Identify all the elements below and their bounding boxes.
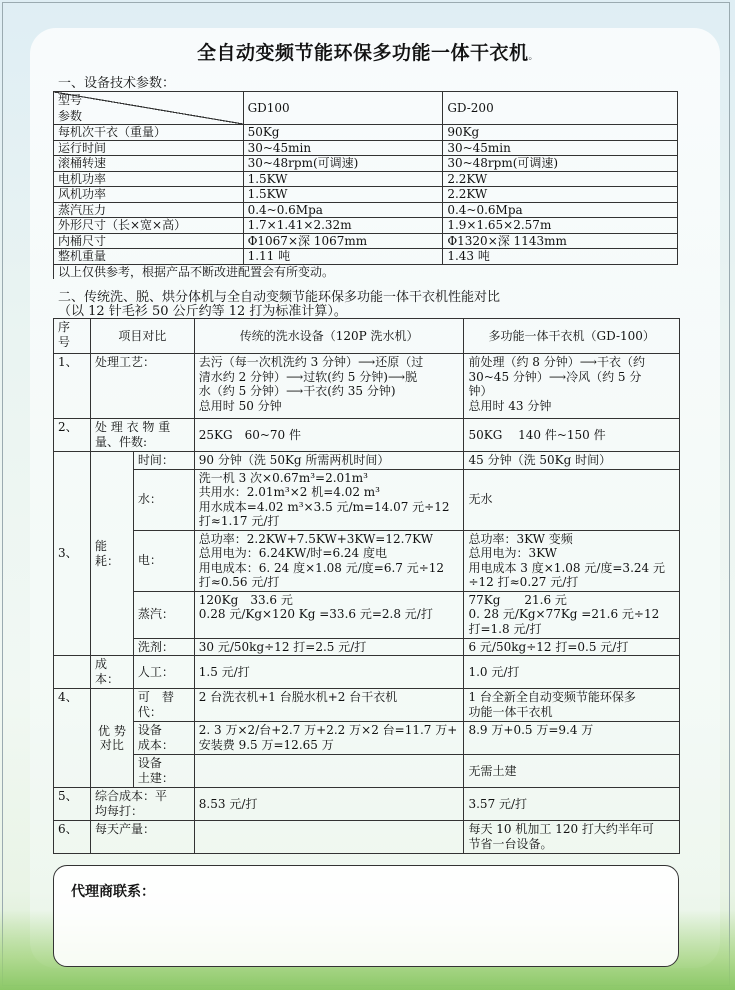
spec-name: 内桶尺寸 [54, 233, 244, 249]
sub-item: 蒸汽： [133, 591, 194, 638]
arrow-icon: ⟶ [579, 355, 597, 369]
spec-col-gd100: GD100 [243, 92, 443, 125]
page-title: 全自动变频节能环保多功能一体干衣机。 [196, 42, 539, 64]
table-row [54, 591, 680, 638]
cell-traditional: 90 分钟（洗 50Kg 所需两机时间） [194, 452, 464, 470]
comparison-table [53, 318, 680, 854]
sub-item: 人工： [133, 656, 194, 689]
table-row [54, 140, 678, 156]
table-row [54, 638, 680, 656]
spec-name: 电机功率 [54, 171, 244, 187]
cell-new: 6 元/50kg÷12 打=0.5 元/打 [464, 638, 680, 656]
section-1-heading: 一、设备技术参数： [58, 76, 176, 91]
spec-value: 2.2KW [443, 171, 678, 187]
spec-name: 每机次干衣（重量） [54, 125, 244, 141]
spec-value: 50Kg [243, 125, 443, 141]
spec-value: 1.43 吨 [443, 249, 678, 265]
spec-note: 以上仅供参考，根据产品不断改进配置会有所变动。 [54, 264, 678, 279]
header-param-label: 参数 [58, 108, 83, 123]
spec-value: 0.4~0.6Mpa [443, 202, 678, 218]
table-row [54, 187, 678, 203]
table-row [54, 530, 680, 591]
spec-value: 30~48rpm(可调速) [443, 156, 678, 172]
cell-new: 无水 [464, 469, 680, 530]
cell-new: 无需土建 [464, 755, 680, 788]
table-row [54, 218, 678, 234]
arrow-icon: ⟶ [548, 369, 567, 384]
table-row [54, 354, 680, 419]
cell-new: 8.9 万+0.5 万=9.4 万 [464, 722, 680, 755]
row-number: 2、 [54, 419, 91, 452]
spec-name: 蒸汽压力 [54, 202, 244, 218]
arrow-icon: ⟶ [286, 384, 304, 398]
cell-traditional: 1.5 元/打 [194, 656, 464, 689]
process-traditional: 去污（每一次机洗约 3 分钟）⟶还原（过 清水约 2 分钟）⟶过软(约 5 分钟)⟶脱 水（约 5 分钟）⟶干衣(约 35 分钟) 总用时 50 分钟 [194, 354, 464, 419]
spec-value: 30~48rpm(可调速) [243, 156, 443, 172]
row-group-cost: 成 本： [90, 656, 133, 689]
arrow-icon: ⟶ [286, 369, 304, 384]
table-row [54, 419, 680, 452]
header-new: 多功能一体干衣机（GD-100） [464, 319, 680, 354]
table-row [54, 233, 678, 249]
header-item: 项目对比 [90, 319, 194, 354]
cell-new: 总功率：3KW 变频 总用电为：3KW 用电成本 3 度×1.08 元/度=3.24 元 ÷12 打≈0.27 元/打 [464, 530, 680, 591]
row-item: 处理工艺： [90, 354, 194, 419]
spec-name: 外形尺寸（长×宽×高） [54, 218, 244, 234]
spec-value: 1.9×1.65×2.57m [443, 218, 678, 234]
row-number [54, 656, 91, 689]
spec-value: 30~45min [243, 140, 443, 156]
cell-new: 3.57 元/打 [464, 788, 680, 821]
spec-value: 2.2KW [443, 187, 678, 203]
cell-traditional: 洗一机 3 次×0.67m³=2.01m³ 共用水：2.01m³×2 机=4.02 m³ 用水成本=4.02 m³×3.5 元/m=14.07 元÷12 打≈1.17 元/打 [194, 469, 464, 530]
row-item: 综合成本：平 均每打： [90, 788, 194, 821]
cell-traditional: 120Kg 33.6 元 0.28 元/Kg×120 Kg =33.6 元=2.8 元/打 [194, 591, 464, 638]
table-row [54, 722, 680, 755]
table-row [54, 689, 680, 722]
agent-contact-label: 代理商联系： [71, 884, 155, 900]
row-group-advantage: 优 势 对比 [90, 689, 133, 788]
cell-traditional [194, 755, 464, 788]
spec-name: 滚桶转速 [54, 156, 244, 172]
row-item: 处 理 衣 物 重 量、件数: [90, 419, 194, 452]
spec-value: 1.5KW [243, 171, 443, 187]
cell-traditional: 25KG 60~70 件 [194, 419, 464, 452]
cell-traditional: 2 台洗衣机+1 台脱水机+2 台干衣机 [194, 689, 464, 722]
comparison-header-row [54, 319, 680, 354]
spec-value: 30~45min [443, 140, 678, 156]
row-number: 6、 [54, 821, 91, 854]
spec-value: 1.11 吨 [243, 249, 443, 265]
sub-item: 可 替 代： [133, 689, 194, 722]
table-row [54, 469, 680, 530]
section-2-subheading: （以 12 针毛衫 50 公斤约等 12 打为标准计算）。 [58, 304, 347, 319]
row-item: 每天产量： [90, 821, 194, 854]
cell-new: 77Kg 21.6 元 0. 28 元/Kg×77Kg =21.6 元÷12 打=1.8 元/打 [464, 591, 680, 638]
spec-note-row [54, 264, 678, 279]
spec-header-row [54, 92, 678, 125]
table-row [54, 656, 680, 689]
spec-value: 1.5KW [243, 187, 443, 203]
spec-value: 0.4~0.6Mpa [243, 202, 443, 218]
spec-name: 整机重量 [54, 249, 244, 265]
agent-contact-box [53, 865, 679, 967]
arrow-icon: ⟶ [358, 355, 376, 369]
process-new: 前处理（约 8 分钟）⟶干衣（约 30~45 分钟）⟶冷风（约 5 分 钟） 总用时 43 分钟 [464, 354, 680, 419]
sub-item: 水： [133, 469, 194, 530]
spec-value: Φ1067×深 1067mm [243, 233, 443, 249]
row-number: 4、 [54, 689, 91, 788]
table-row [54, 171, 678, 187]
cell-traditional [194, 821, 464, 854]
spec-header-diagonal [54, 92, 244, 125]
cell-new: 1.0 元/打 [464, 656, 680, 689]
row-number: 1、 [54, 354, 91, 419]
row-number: 5、 [54, 788, 91, 821]
spec-name: 运行时间 [54, 140, 244, 156]
spec-value: Φ1320×深 1143mm [443, 233, 678, 249]
table-row [54, 788, 680, 821]
spec-value: 1.7×1.41×2.32m [243, 218, 443, 234]
cell-new: 50KG 140 件~150 件 [464, 419, 680, 452]
spec-name: 风机功率 [54, 187, 244, 203]
table-row [54, 202, 678, 218]
cell-new: 1 台全新全自动变频节能环保多 功能一体干衣机 [464, 689, 680, 722]
spec-value: 90Kg [443, 125, 678, 141]
table-row [54, 125, 678, 141]
cell-traditional: 2. 3 万×2/台+2.7 万+2.2 万×2 台=11.7 万+ 安装费 9.5 万=12.65 万 [194, 722, 464, 755]
cell-traditional: 8.53 元/打 [194, 788, 464, 821]
header-model-label: 型号 [58, 93, 83, 107]
table-row [54, 821, 680, 854]
arrow-icon: ⟶ [387, 369, 406, 384]
row-number: 3、 [54, 452, 91, 656]
header-number: 序 号 [54, 319, 91, 354]
header-traditional: 传统的洗水设备（120P 洗水机） [194, 319, 464, 354]
cell-new: 45 分钟（洗 50Kg 时间） [464, 452, 680, 470]
sub-item: 设备 成本： [133, 722, 194, 755]
sub-item: 电： [133, 530, 194, 591]
section-2-heading: 二、传统洗、脱、烘分体机与全自动变频节能环保多功能一体干衣机性能对比 [58, 290, 501, 305]
cell-traditional: 总功率：2.2KW+7.5KW+3KW=12.7KW 总用电为：6.24KW/时=6.24 度电 用电成本：6. 24 度×1.08 元/度=6.7 元÷12 打≈0.56 元/打 [194, 530, 464, 591]
sub-item: 设备 土建： [133, 755, 194, 788]
spec-table [53, 91, 678, 279]
table-row [54, 452, 680, 470]
table-row [54, 156, 678, 172]
row-group-energy: 能 耗： [90, 452, 133, 656]
table-row [54, 755, 680, 788]
spec-col-gd200: GD-200 [443, 92, 678, 125]
sub-item: 洗剂： [133, 638, 194, 656]
cell-new: 每天 10 机加工 120 打大约半年可 节省一台设备。 [464, 821, 680, 854]
table-row [54, 249, 678, 265]
sub-item: 时间： [133, 452, 194, 470]
cell-traditional: 30 元/50kg÷12 打=2.5 元/打 [194, 638, 464, 656]
